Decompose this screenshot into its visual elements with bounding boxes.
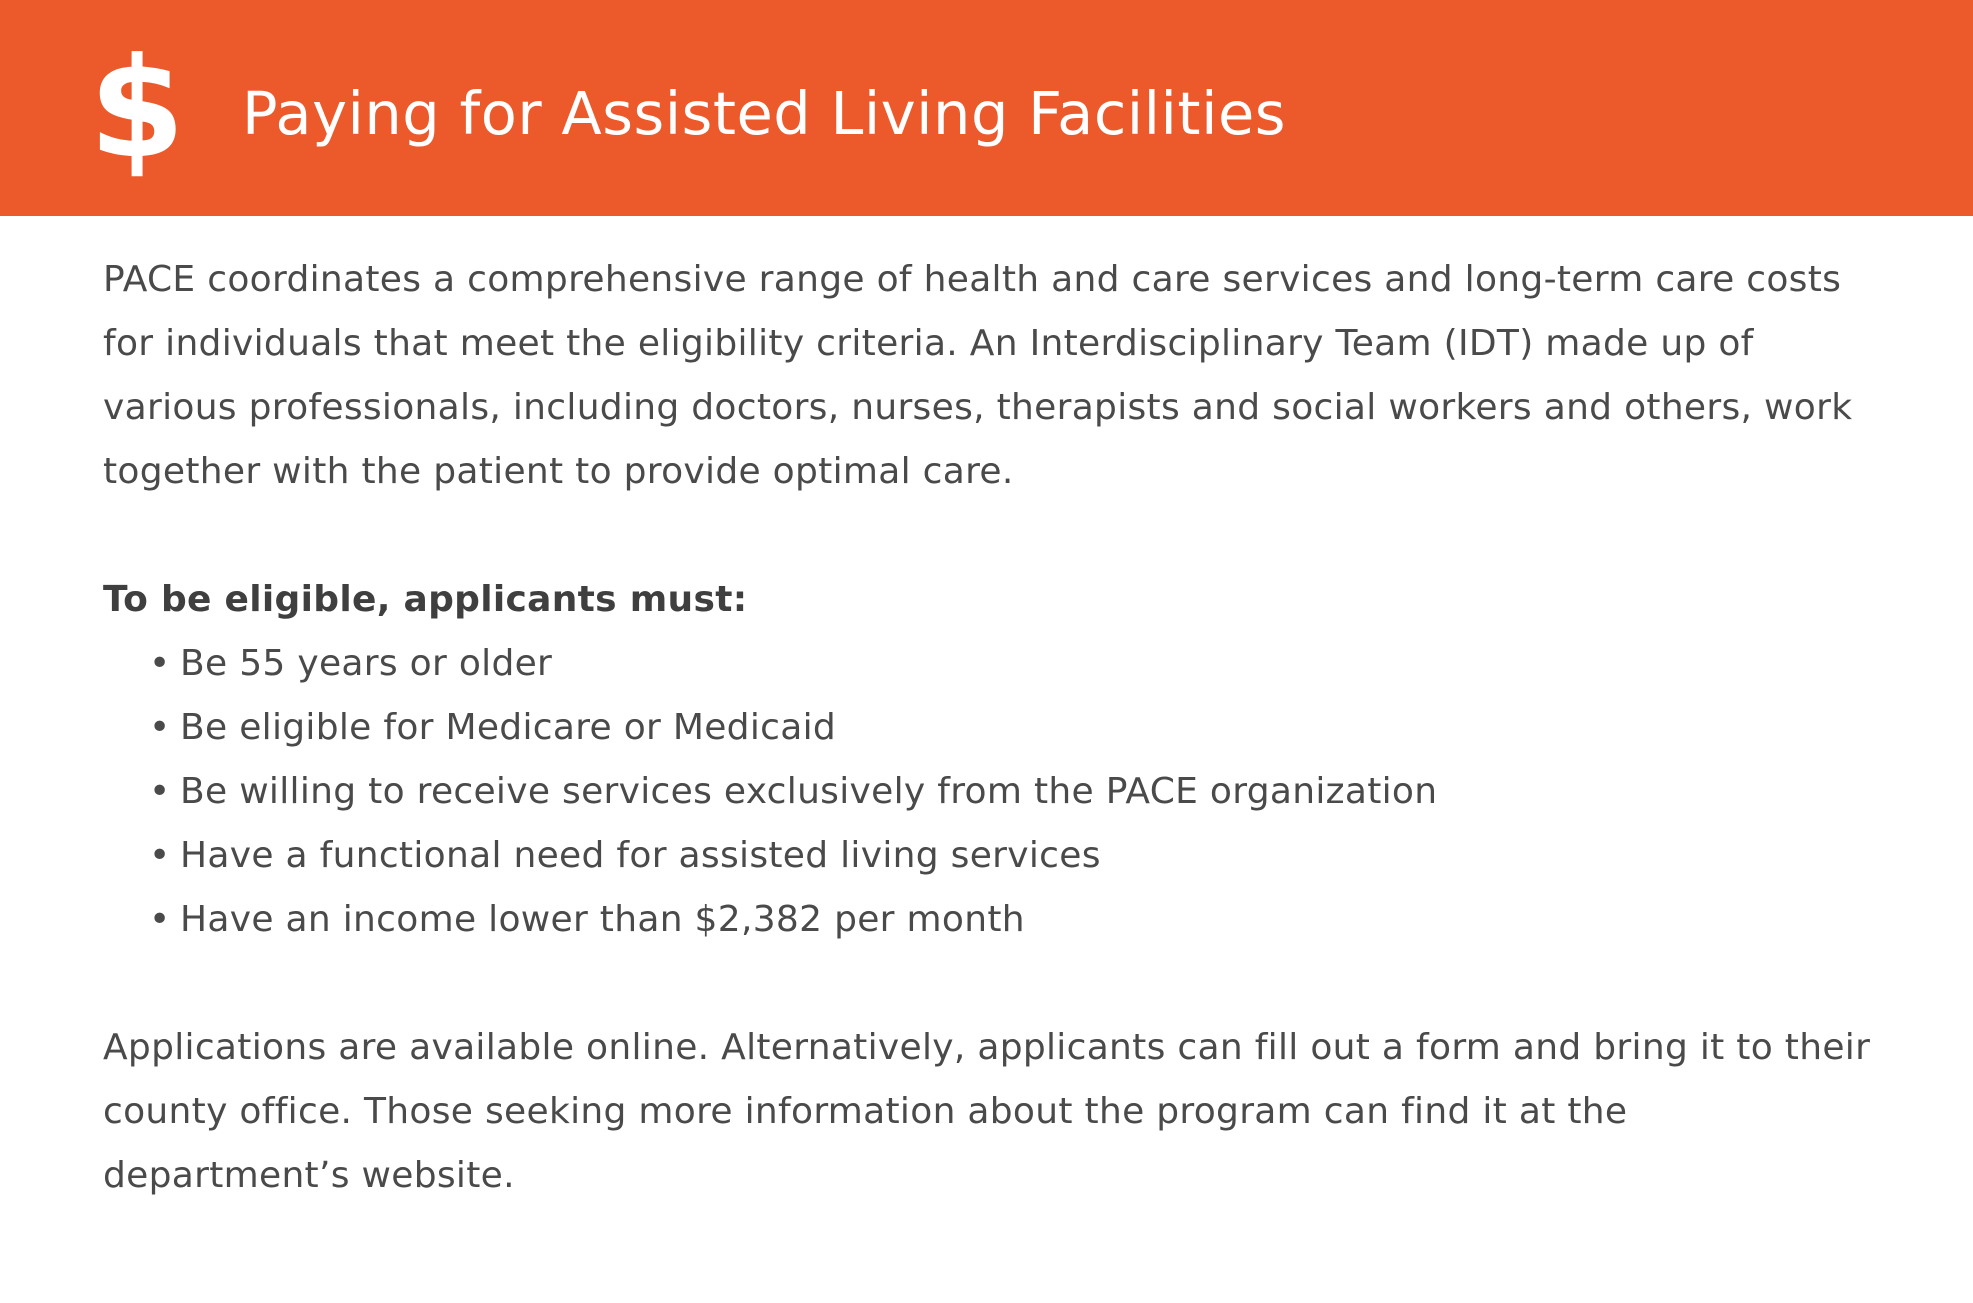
eligibility-item xyxy=(149,632,1883,696)
bullet-icon: • xyxy=(149,771,171,812)
eligibility-item xyxy=(149,888,1883,952)
eligibility-item-text: Be 55 years or older xyxy=(180,643,553,684)
svg-text:$: $ xyxy=(88,28,186,189)
intro-paragraph: PACE coordinates a comprehensive range of health and care services and long-term care costs for individuals that meet the eligibility criteria. An Interdisciplinary Team (IDT) made up of various professionals, including doctors, nurses, therapists and social workers and others, work together with the patient to provide optimal care. xyxy=(103,259,1853,492)
main-content xyxy=(103,248,1883,1208)
eligibility-item-text: Be willing to receive services exclusively from the PACE organization xyxy=(180,771,1438,812)
eligibility-heading: To be eligible, applicants must: xyxy=(103,579,748,620)
eligibility-item-text: Be eligible for Medicare or Medicaid xyxy=(180,707,837,748)
bullet-icon: • xyxy=(149,707,171,748)
header-banner xyxy=(0,0,1973,216)
eligibility-list xyxy=(103,632,1883,952)
eligibility-item-text: Have a functional need for assisted living services xyxy=(180,835,1101,876)
eligibility-item xyxy=(149,696,1883,760)
eligibility-item xyxy=(149,824,1883,888)
page-title: Paying for Assisted Living Facilities xyxy=(242,79,1286,148)
eligibility-item xyxy=(149,760,1883,824)
dollar-sign-icon xyxy=(88,28,186,189)
bullet-icon: • xyxy=(149,643,171,684)
bullet-icon: • xyxy=(149,899,171,940)
closing-paragraph: Applications are available online. Alternatively, applicants can fill out a form and bring it to their county office. Those seeking more information about the program can find it at the department’s website. xyxy=(103,1027,1871,1196)
bullet-icon: • xyxy=(149,835,171,876)
eligibility-item-text: Have an income lower than $2,382 per month xyxy=(180,899,1025,940)
